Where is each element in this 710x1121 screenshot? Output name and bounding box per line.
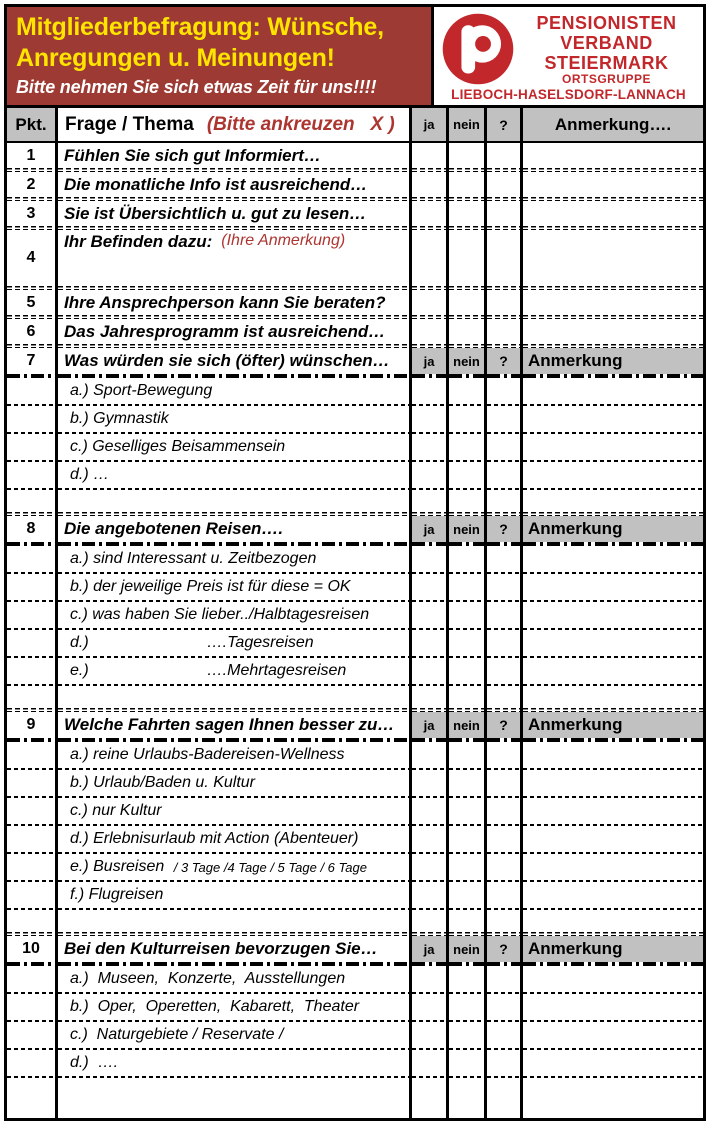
answer-cell-ja[interactable]: [412, 994, 449, 1020]
sub-item-row: [7, 798, 703, 824]
question-row-5: [7, 290, 703, 315]
answer-cell-ja[interactable]: [412, 798, 449, 824]
answer-cell-nein[interactable]: [449, 201, 487, 226]
answer-cell-ja[interactable]: [412, 574, 449, 600]
answer-cell-nein[interactable]: [449, 994, 487, 1020]
sub-item-row: [7, 1022, 703, 1048]
answer-cell-unsure[interactable]: [487, 910, 523, 932]
answer-cell-nein[interactable]: [449, 290, 487, 315]
answer-cell-ja[interactable]: [412, 434, 449, 460]
answer-cell-nein[interactable]: [449, 630, 487, 656]
section-row-8: [7, 516, 703, 542]
question-text: Sie ist Übersichtlich u. gut zu lesen…: [64, 203, 367, 223]
sub-item-row: [7, 742, 703, 768]
answer-cell-ja[interactable]: [412, 770, 449, 796]
sub-item-text: b.) Gymnastik: [70, 410, 169, 427]
section-title: Die angebotenen Reisen….: [64, 519, 284, 538]
answer-cell-unsure[interactable]: [487, 602, 523, 628]
sub-item-row: [7, 658, 703, 684]
row-number-cell: [7, 910, 58, 932]
row-number-cell: [7, 490, 58, 512]
answer-cell-anmerkung[interactable]: [523, 630, 703, 656]
sub-item-cell: [58, 406, 412, 432]
sub-item-text: c.) Naturgebiete / Reservate /: [70, 1026, 284, 1043]
sub-item-row: [7, 378, 703, 404]
section-row-9: [7, 712, 703, 738]
question-text: Die monatliche Info ist ausreichend…: [64, 174, 368, 194]
answer-cell-unsure[interactable]: [487, 826, 523, 852]
blank-question-cell[interactable]: [58, 1078, 412, 1118]
answer-cell-unsure[interactable]: [487, 658, 523, 684]
question-cell: [58, 143, 412, 168]
blank-question-cell[interactable]: [58, 910, 412, 932]
row-number-cell: [7, 994, 58, 1020]
answer-cell-unsure[interactable]: [487, 798, 523, 824]
section-col-ja: ja: [412, 936, 449, 962]
answer-cell-anmerkung[interactable]: [523, 966, 703, 992]
org-local-group: LIEBOCH-HASELSDORF-LANNACH: [451, 87, 686, 102]
answer-cell-nein[interactable]: [449, 574, 487, 600]
answer-cell-nein[interactable]: [449, 602, 487, 628]
answer-cell-anmerkung[interactable]: [523, 1078, 703, 1118]
sub-item-text: f.) Flugreisen: [70, 886, 164, 903]
sub-item-text: d.) …: [70, 466, 110, 483]
answer-cell-nein[interactable]: [449, 882, 487, 908]
answer-cell-unsure[interactable]: [487, 770, 523, 796]
section-title: Welche Fahrten sagen Ihnen besser zu…: [64, 715, 395, 734]
answer-cell-ja[interactable]: [412, 319, 449, 344]
answer-cell-anmerkung[interactable]: [523, 490, 703, 512]
answer-cell-nein[interactable]: [449, 1022, 487, 1048]
row-number: 8: [7, 516, 58, 542]
sub-item-row: [7, 546, 703, 572]
sub-item-cell: [58, 462, 412, 488]
section-col-unsure: ?: [487, 348, 523, 374]
answer-cell-anmerkung[interactable]: [523, 201, 703, 226]
section-col-anmerkung: Anmerkung: [523, 712, 703, 738]
question-note: (Ihre Anmerkung): [221, 232, 346, 249]
row-number-cell: [7, 742, 58, 768]
answer-cell-ja[interactable]: [412, 230, 449, 286]
sub-item-row: [7, 826, 703, 852]
col-header-unsure: ?: [487, 108, 523, 141]
sub-item-row: [7, 1050, 703, 1076]
answer-cell-unsure[interactable]: [487, 630, 523, 656]
answer-cell-ja[interactable]: [412, 378, 449, 404]
answer-cell-anmerkung[interactable]: [523, 686, 703, 708]
survey-table-body: [7, 143, 703, 1118]
question-row-1: [7, 143, 703, 168]
answer-cell-nein[interactable]: [449, 826, 487, 852]
row-number-cell: [7, 630, 58, 656]
answer-cell-unsure[interactable]: [487, 1050, 523, 1076]
row-number-cell: [7, 602, 58, 628]
sub-item-row: [7, 770, 703, 796]
answer-cell-ja[interactable]: [412, 201, 449, 226]
answer-cell-anmerkung[interactable]: [523, 406, 703, 432]
row-number: 5: [7, 290, 58, 315]
row-number-cell: [7, 1050, 58, 1076]
answer-cell-anmerkung[interactable]: [523, 994, 703, 1020]
sub-item-row: [7, 602, 703, 628]
section-col-anmerkung: Anmerkung: [523, 348, 703, 374]
sub-item-row: [7, 434, 703, 460]
answer-cell-nein[interactable]: [449, 143, 487, 168]
answer-cell-unsure[interactable]: [487, 172, 523, 197]
question-text: Ihre Ansprechperson kann Sie beraten?: [64, 292, 386, 312]
answer-cell-nein[interactable]: [449, 406, 487, 432]
sub-item-text: c.) nur Kultur: [70, 802, 162, 819]
answer-cell-nein[interactable]: [449, 434, 487, 460]
answer-cell-ja[interactable]: [412, 172, 449, 197]
section-col-nein: nein: [449, 936, 487, 962]
section-title-cell: [58, 712, 412, 738]
row-number: 4: [7, 230, 58, 286]
sub-item-text: d.): [70, 634, 89, 651]
survey-form: [4, 4, 706, 1121]
sub-item-cell: [58, 434, 412, 460]
sub-item-text: a.) sind Interessant u. Zeitbezogen: [70, 550, 317, 567]
blank-question-cell[interactable]: [58, 686, 412, 708]
answer-cell-ja[interactable]: [412, 1078, 449, 1118]
sub-item-row: [7, 854, 703, 880]
answer-cell-nein[interactable]: [449, 1078, 487, 1118]
answer-cell-anmerkung[interactable]: [523, 319, 703, 344]
sub-item-cell: [58, 1022, 412, 1048]
answer-cell-unsure[interactable]: [487, 434, 523, 460]
answer-cell-unsure[interactable]: [487, 966, 523, 992]
sub-item-text: b.) Oper, Operetten, Kabarett, Theater: [70, 998, 360, 1015]
answer-cell-ja[interactable]: [412, 406, 449, 432]
sub-item-row: [7, 630, 703, 656]
section-title: Bei den Kulturreisen bevorzugen Sie…: [64, 939, 378, 958]
answer-cell-unsure[interactable]: [487, 490, 523, 512]
row-number-cell: [7, 406, 58, 432]
org-name-line1: PENSIONISTEN: [536, 12, 677, 33]
answer-cell-nein[interactable]: [449, 319, 487, 344]
section-col-anmerkung: Anmerkung: [523, 936, 703, 962]
sub-item-row: [7, 966, 703, 992]
section-col-ja: ja: [412, 712, 449, 738]
sub-item-text: a.) reine Urlaubs-Badereisen-Wellness: [70, 746, 345, 763]
form-title-line1: Mitgliederbefragung: Wünsche,: [16, 13, 384, 41]
answer-cell-ja[interactable]: [412, 686, 449, 708]
answer-cell-anmerkung[interactable]: [523, 546, 703, 572]
col-header-ja: ja: [412, 108, 449, 141]
answer-cell-ja[interactable]: [412, 290, 449, 315]
sub-item-text: b.) Urlaub/Baden u. Kultur: [70, 774, 255, 791]
section-row-7: [7, 348, 703, 374]
answer-cell-unsure[interactable]: [487, 854, 523, 880]
answer-cell-ja[interactable]: [412, 1050, 449, 1076]
section-title: Was würden sie sich (öfter) wünschen…: [64, 351, 390, 370]
answer-cell-unsure[interactable]: [487, 462, 523, 488]
section-col-unsure: ?: [487, 936, 523, 962]
col-header-frage: [58, 108, 412, 141]
answer-cell-ja[interactable]: [412, 490, 449, 512]
banner-title-block: [7, 7, 431, 105]
empty-row: [7, 686, 703, 708]
sub-item-cell: [58, 378, 412, 404]
answer-cell-ja[interactable]: [412, 462, 449, 488]
row-number-cell: [7, 798, 58, 824]
row-number: 10: [7, 936, 58, 962]
sub-item-cell: [58, 742, 412, 768]
question-text: Fühlen Sie sich gut Informiert…: [64, 145, 321, 165]
section-col-ja: ja: [412, 348, 449, 374]
form-title-line2: Anregungen u. Meinungen!: [16, 44, 335, 72]
row-number-cell: [7, 378, 58, 404]
answer-cell-anmerkung[interactable]: [523, 910, 703, 932]
table-header-row: [7, 108, 703, 143]
section-col-ja: ja: [412, 516, 449, 542]
question-cell: [58, 172, 412, 197]
row-number-cell: [7, 854, 58, 880]
section-col-unsure: ?: [487, 712, 523, 738]
row-number-cell: [7, 966, 58, 992]
answer-cell-nein[interactable]: [449, 742, 487, 768]
org-name-block: [514, 13, 699, 86]
answer-cell-anmerkung[interactable]: [523, 290, 703, 315]
empty-row: [7, 1078, 703, 1118]
answer-cell-ja[interactable]: [412, 602, 449, 628]
question-row-2: [7, 172, 703, 197]
answer-cell-unsure[interactable]: [487, 1078, 523, 1118]
col-header-nein: nein: [449, 108, 487, 141]
answer-cell-unsure[interactable]: [487, 742, 523, 768]
answer-cell-ja[interactable]: [412, 854, 449, 880]
answer-cell-anmerkung[interactable]: [523, 1022, 703, 1048]
sub-item-text: c.) Geselliges Beisammensein: [70, 438, 286, 455]
row-number: 3: [7, 201, 58, 226]
answer-cell-nein[interactable]: [449, 230, 487, 286]
sub-item-cell: [58, 658, 412, 684]
row-number: 1: [7, 143, 58, 168]
answer-cell-unsure[interactable]: [487, 686, 523, 708]
sub-item-text: e.): [70, 662, 89, 679]
sub-item-row: [7, 574, 703, 600]
sub-item-text: a.) Sport-Bewegung: [70, 382, 213, 399]
section-title-cell: [58, 348, 412, 374]
answer-cell-ja[interactable]: [412, 1022, 449, 1048]
sub-item-text: e.) Busreisen: [70, 858, 169, 875]
row-number-cell: [7, 462, 58, 488]
row-number: 7: [7, 348, 58, 374]
answer-cell-ja[interactable]: [412, 143, 449, 168]
row-number-cell: [7, 770, 58, 796]
row-number: 9: [7, 712, 58, 738]
answer-cell-nein[interactable]: [449, 910, 487, 932]
row-number: 2: [7, 172, 58, 197]
answer-cell-nein[interactable]: [449, 854, 487, 880]
sub-item-cell: [58, 994, 412, 1020]
sub-item-cell: [58, 798, 412, 824]
answer-cell-unsure[interactable]: [487, 1022, 523, 1048]
row-number: 6: [7, 319, 58, 344]
answer-cell-anmerkung[interactable]: [523, 602, 703, 628]
col-header-anmerkung: Anmerkung….: [523, 108, 703, 141]
answer-cell-anmerkung[interactable]: [523, 462, 703, 488]
section-col-nein: nein: [449, 712, 487, 738]
answer-cell-anmerkung[interactable]: [523, 574, 703, 600]
sub-item-cell: [58, 574, 412, 600]
answer-cell-unsure[interactable]: [487, 406, 523, 432]
answer-cell-nein[interactable]: [449, 686, 487, 708]
answer-cell-ja[interactable]: [412, 826, 449, 852]
section-title-cell: [58, 936, 412, 962]
row-number-cell: [7, 1022, 58, 1048]
org-name-line2: VERBAND: [560, 32, 653, 53]
answer-cell-unsure[interactable]: [487, 882, 523, 908]
answer-cell-nein[interactable]: [449, 490, 487, 512]
answer-cell-nein[interactable]: [449, 546, 487, 572]
row-number-cell: [7, 546, 58, 572]
form-subtitle: Bitte nehmen Sie sich etwas Zeit für uns!!!!: [16, 77, 377, 97]
sub-item-cell: [58, 854, 412, 880]
sub-item-cell: [58, 882, 412, 908]
question-row-3: [7, 201, 703, 226]
answer-cell-nein[interactable]: [449, 798, 487, 824]
answer-cell-ja[interactable]: [412, 546, 449, 572]
answer-cell-anmerkung[interactable]: [523, 826, 703, 852]
answer-cell-nein[interactable]: [449, 966, 487, 992]
answer-cell-anmerkung[interactable]: [523, 742, 703, 768]
row-number-cell: [7, 1078, 58, 1118]
sub-item-text-indented: ….Mehrtagesreisen: [206, 662, 347, 679]
question-row-4: [7, 230, 703, 286]
sub-item-text: d.) ….: [70, 1054, 119, 1071]
question-text: Das Jahresprogramm ist ausreichend…: [64, 321, 386, 341]
sub-item-cell: [58, 966, 412, 992]
sub-item-row: [7, 994, 703, 1020]
answer-cell-nein[interactable]: [449, 378, 487, 404]
question-text: Ihr Befinden dazu:: [64, 232, 213, 251]
sub-item-text-indented: ….Tagesreisen: [206, 634, 314, 651]
empty-row: [7, 910, 703, 932]
answer-cell-anmerkung[interactable]: [523, 798, 703, 824]
sub-item-cell: [58, 1050, 412, 1076]
col-header-pkt: Pkt.: [7, 108, 58, 141]
row-number-cell: [7, 826, 58, 852]
sub-item-cell: [58, 770, 412, 796]
answer-cell-nein[interactable]: [449, 658, 487, 684]
answer-cell-anmerkung[interactable]: [523, 434, 703, 460]
sub-item-text: b.) der jeweilige Preis ist für diese = OK: [70, 578, 351, 595]
pensionisten-p-icon: [442, 13, 514, 85]
empty-row: [7, 490, 703, 512]
answer-cell-unsure[interactable]: [487, 574, 523, 600]
sub-item-cell: [58, 546, 412, 572]
org-name-line3: STEIERMARK: [544, 52, 669, 73]
sub-item-row: [7, 462, 703, 488]
question-cell: [58, 201, 412, 226]
blank-question-cell[interactable]: [58, 490, 412, 512]
answer-cell-nein[interactable]: [449, 1050, 487, 1076]
frage-thema-label: Frage / Thema: [65, 113, 194, 135]
sub-item-text: a.) Museen, Konzerte, Ausstellungen: [70, 970, 346, 987]
answer-cell-unsure[interactable]: [487, 201, 523, 226]
header-banner: [7, 7, 703, 108]
answer-cell-unsure[interactable]: [487, 143, 523, 168]
answer-cell-anmerkung[interactable]: [523, 172, 703, 197]
sub-item-text: d.) Erlebnisurlaub mit Action (Abenteuer): [70, 830, 359, 847]
section-col-unsure: ?: [487, 516, 523, 542]
answer-cell-ja[interactable]: [412, 658, 449, 684]
sub-item-row: [7, 882, 703, 908]
answer-cell-unsure[interactable]: [487, 230, 523, 286]
section-title-cell: [58, 516, 412, 542]
section-row-10: [7, 936, 703, 962]
question-cell: [58, 290, 412, 315]
row-number-cell: [7, 658, 58, 684]
question-cell: [58, 319, 412, 344]
section-col-nein: nein: [449, 348, 487, 374]
answer-cell-ja[interactable]: [412, 966, 449, 992]
answer-cell-nein[interactable]: [449, 172, 487, 197]
answer-cell-nein[interactable]: [449, 462, 487, 488]
answer-cell-nein[interactable]: [449, 770, 487, 796]
answer-cell-anmerkung[interactable]: [523, 378, 703, 404]
ankreuzen-hint: (Bitte ankreuzen X ): [206, 113, 395, 135]
section-col-anmerkung: Anmerkung: [523, 516, 703, 542]
answer-cell-anmerkung[interactable]: [523, 230, 703, 286]
answer-cell-unsure[interactable]: [487, 319, 523, 344]
answer-cell-unsure[interactable]: [487, 546, 523, 572]
org-logo-box: [431, 7, 703, 105]
org-name-line4: ORTSGRUPPE: [561, 71, 651, 86]
answer-cell-anmerkung[interactable]: [523, 854, 703, 880]
answer-cell-anmerkung[interactable]: [523, 143, 703, 168]
sub-item-text: c.) was haben Sie lieber../Halbtagesreisen: [70, 606, 370, 623]
row-number-cell: [7, 882, 58, 908]
row-number-cell: [7, 434, 58, 460]
answer-cell-anmerkung[interactable]: [523, 882, 703, 908]
question-row-6: [7, 319, 703, 344]
logo-row: [438, 11, 699, 87]
answer-cell-anmerkung[interactable]: [523, 1050, 703, 1076]
sub-item-cell: [58, 630, 412, 656]
section-col-nein: nein: [449, 516, 487, 542]
row-number-cell: [7, 686, 58, 708]
answer-cell-unsure[interactable]: [487, 994, 523, 1020]
answer-cell-unsure[interactable]: [487, 290, 523, 315]
sub-item-cell: [58, 602, 412, 628]
answer-cell-unsure[interactable]: [487, 378, 523, 404]
answer-cell-ja[interactable]: [412, 630, 449, 656]
answer-cell-ja[interactable]: [412, 882, 449, 908]
row-number-cell: [7, 574, 58, 600]
answer-cell-anmerkung[interactable]: [523, 658, 703, 684]
sub-item-text-small: / 3 Tage /4 Tage / 5 Tage / 6 Tage: [173, 859, 367, 875]
answer-cell-anmerkung[interactable]: [523, 770, 703, 796]
answer-cell-ja[interactable]: [412, 910, 449, 932]
answer-cell-ja[interactable]: [412, 742, 449, 768]
sub-item-row: [7, 406, 703, 432]
question-cell: [58, 230, 412, 286]
sub-item-cell: [58, 826, 412, 852]
